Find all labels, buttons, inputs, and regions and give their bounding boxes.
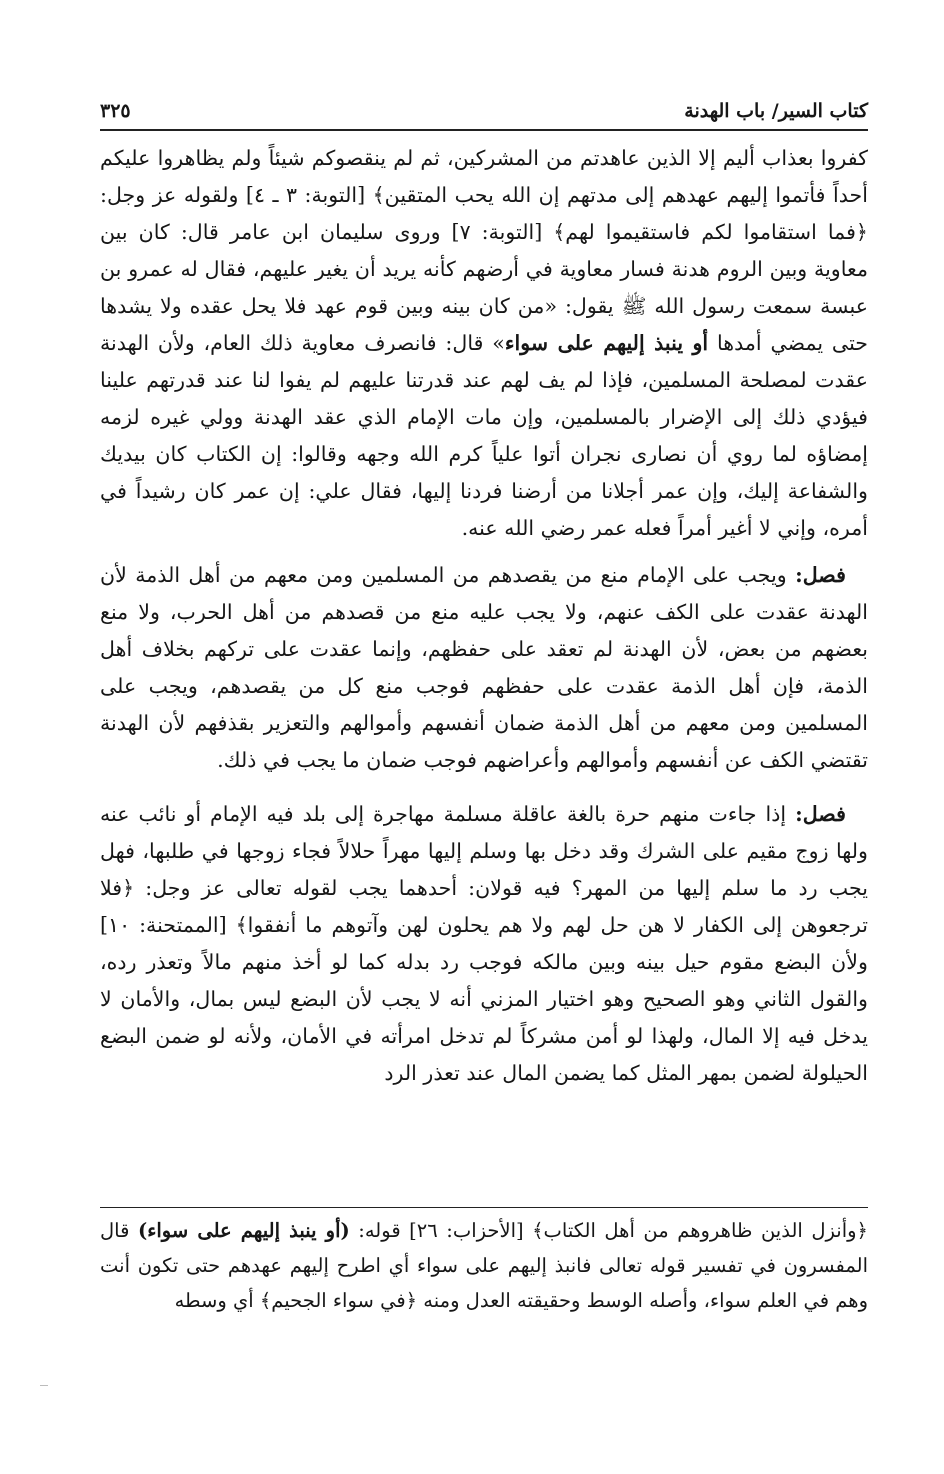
footnote-rule — [100, 1207, 868, 1208]
running-head — [100, 88, 868, 122]
book-section-title: كتاب السير/ باب الهدنة — [684, 100, 868, 122]
main-text — [100, 140, 868, 1092]
paragraph-1 — [100, 140, 868, 547]
paragraph-2 — [100, 557, 868, 779]
footnote-paragraph — [100, 1213, 868, 1318]
footnote-text-a: ﴿وأنزل الذين ظاهروهم من أهل الكتاب﴾ [الأحزاب: ٢٦] قوله: — [349, 1219, 868, 1242]
section-label-fasl: فصل: — [795, 802, 847, 826]
paragraph-1-text-b: » قال: فانصرف معاوية ذلك العام، ولأن الهدنة عقدت لمصلحة المسلمين، فإذا لم يف لهم عند قدرتنا عليهم لم يفوا لنا عند قدرتهم علينا فيؤدي ذلك إلى الإضرار بالمسلمين، وإن مات الإمام الذي عقد الهدنة وولي غيره لزمه إمضاؤه لما روي أن نصارى نجران أتوا علياً كرم الله وجهه وقالوا: إن الكتاب كان بيديك والشفاعة إليك، وإن عمر أجلانا من أرضنا فردنا إليها، فقال علي: إن عمر كان رشيداً في أمره، وإني لا أغير أمراً فعله عمر رضي الله عنه. — [100, 331, 868, 540]
page-number: ٣٢٥ — [100, 100, 131, 122]
footnotes — [100, 1213, 868, 1318]
paragraph-3 — [100, 796, 868, 1092]
hadith-bold-phrase: أو ينبذ إليهم على سواء — [504, 331, 709, 355]
paragraph-1-text-a: كفروا بعذاب أليم إلا الذين عاهدتم من المشركين، ثم لم ينقصوكم شيئاً ولم يظاهروا عليكم أحداً فأتموا إليهم عهدهم إلى مدتهم إن الله يحب المتقين﴾ [التوبة: ٣ ـ ٤] ولقوله عز وجل: ﴿فما استقاموا لكم فاستقيموا لهم﴾ [التوبة: ٧] وروى سليمان ابن عامر قال: كان بين معاوية وبين الروم هدنة فسار معاوية في أرضهم كأنه يريد أن يغير عليهم، فقال له عمرو بن عبسة سمعت رسول الله ﷺ يقول: «من كان بينه وبين قوم عهد فلا يحل عقده ولا يشدها حتى يمضي أمدها — [100, 146, 869, 355]
footnote-bold-phrase: (أو ينبذ إليهم على سواء) — [137, 1219, 350, 1242]
paragraph-2-text: ويجب على الإمام منع من يقصدهم من المسلمين ومن معهم من أهل الذمة لأن الهدنة عقدت على الكف عنهم، ولا يجب عليه منع من قصدهم من أهل الحرب، ولا منع بعضهم من بعض، لأن الهدنة لم تعقد على حفظهم، وإنما عقدت على تركهم بخلاف أهل الذمة، فإن أهل الذمة عقدت على حفظهم فوجب منع كل من يقصدهم، ويجب على المسلمين ومن معهم من أهل الذمة ضمان أنفسهم وأموالهم والتعزير بقذفهم لأن الهدنة تقتضي الكف عن أنفسهم وأموالهم وأعراضهم فوجب ضمان ما يجب في ذلك. — [100, 563, 868, 772]
footnote-text-b: قال المفسرون في تفسير قوله تعالى فانبذ إليهم على سواء أي اطرح إليهم عهدهم حتى تكون أنت وهم في العلم سواء، وأصله الوسط وحقيقته العدل ومنه ﴿في سواء الجحيم﴾ أي وسطه — [100, 1219, 868, 1312]
paragraph-3-text: إذا جاءت منهم حرة بالغة عاقلة مسلمة مهاجرة إلى بلد فيه الإمام أو نائب عنه ولها زوج مقيم على الشرك وقد دخل بها وسلم إليها مهراً حلالاً فجاء زوجها في طلبها، فهل يجب رد ما سلم إليها من المهر؟ فيه قولان: أحدهما يجب لقوله تعالى عز وجل: ﴿فلا ترجعوهن إلى الكفار لا هن حل لهم ولا هم يحلون لهن وآتوهم ما أنفقوا﴾ [الممتحنة: ١٠] ولأن البضع مقوم حيل بينه وبين مالكه فوجب رد بدله كما لو أخذ منهم مالاً وتعذر رده، والقول الثاني وهو الصحيح وهو اختيار المزني أنه لا يجب لأن البضع ليس بمال، والأمان لا يدخل فيه إلا المال، ولهذا لو أمن مشركاً لم تدخل امرأته في الأمان، ولأنه لو ضمن البضع الحيلولة لضمن بمهر المثل كما يضمن المال عند تعذر الرد — [100, 802, 868, 1085]
scan-speck — [40, 1385, 48, 1386]
header-rule — [100, 129, 868, 131]
section-label-fasl: فصل: — [795, 563, 846, 587]
